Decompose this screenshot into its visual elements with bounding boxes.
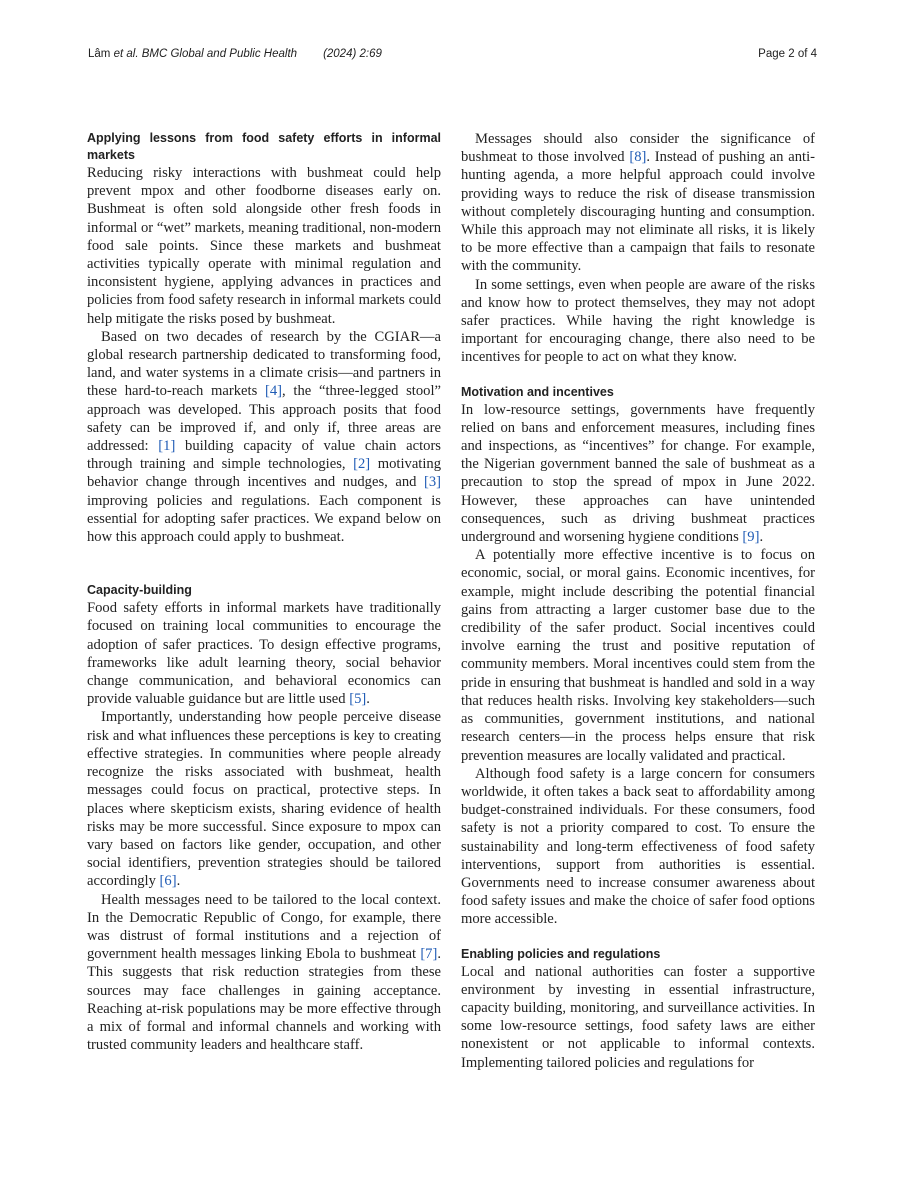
- volume-info: (2024) 2:69: [323, 48, 382, 60]
- et-al: et al.: [113, 48, 139, 60]
- section-heading-enabling-policies: Enabling policies and regulations: [461, 946, 661, 961]
- citation: [88, 48, 382, 60]
- journal-name: BMC Global and Public Health: [141, 48, 298, 60]
- citation-link-3[interactable]: [3]: [423, 474, 441, 491]
- running-header: [88, 48, 817, 66]
- citation-link-4[interactable]: [4]: [265, 383, 283, 400]
- paragraph: Although food safety is a large concern for consumers worldwide, it often takes a back seat to affordability among budget-constrained individuals. For these consumers, food safety is not a priority compared to cost. To ensure the sustainability and long-term effectiveness of food safety interventions, support from authorities is essential. Governments need to increase consumer awareness about food safety issues and make the choice of safer food options more accessible.: [461, 765, 815, 928]
- paragraph: Food safety efforts in informal markets have traditionally focused on training local communities to encourage the adoption of safer practices. To design effective programs, frameworks like adult learning theory, social behavior change communication, and behavioral economics can provide valuable guidance but are little used [5].: [87, 600, 441, 708]
- citation-link-7[interactable]: [7]: [420, 946, 438, 963]
- paragraph: In some settings, even when people are aware of the risks and know how to protect themselves, they may not adopt safer practices. While having the right knowledge is important for encouraging change, there also need to be incentives for people to act on what they know.: [461, 276, 815, 366]
- citation-link-1[interactable]: [1]: [158, 438, 176, 455]
- paragraph: Messages should also consider the significance of bushmeat to those involved [8]. Instead of pushing an anti-hunting agenda, a more helpful approach could involve providing ways to reduce the risk of disease transmission without completely discouraging hunting and consumption. While this approach may not eliminate all risks, it is likely to be more effective than a campaign that fails to resonate with the community.: [461, 131, 815, 275]
- paragraph: A potentially more effective incentive is to focus on economic, social, or moral gains. Economic incentives, for example, might include describing the potential financial gains from attracting a larger customer base due to the credibility of the safer product. Social incentives could involve earning the trust and positive reputation of community members. Moral incentives could stem from the pride in ensuring that bushmeat is handled and sold in a way that reduces health risks. Involving key stakeholders—such as communities, government institutions, and national research centers—in the process helps ensure that risk prevention measures are locally validated and practical.: [461, 547, 815, 764]
- paragraph: Reducing risky interactions with bushmeat could help prevent mpox and other foodborne diseases early on. Bushmeat is often sold alongside other fresh foods in informal or “wet” markets, meaning traditional, non-modern food sale points. Since these markets and bushmeat activities typically operate with minimal regulation and inconsistent hygiene, applying advances in practices and policies from food safety research in informal markets could help mitigate the risks posed by bushmeat.: [87, 165, 441, 327]
- paragraph: Based on two decades of research by the CGIAR—a global research partnership dedicated to transforming food, land, and water systems in a climate crisis—and partners in these hard-to-reach markets [4], the “three-legged stool” approach was developed. This approach posits that food safety can be improved if, and only if, three areas are addressed: [1] building capacity of value chain actors through training and simple technologies, [2] motivating behavior change through incentives and nudges, and [3] improving policies and regulations. Each component is essential for adopting safer practices. We expand below on how this approach could apply to bushmeat.: [87, 328, 441, 546]
- citation-link-8[interactable]: [8]: [629, 149, 647, 166]
- right-column: [461, 130, 815, 1072]
- paragraph: Local and national authorities can foster a supportive environment by investing in essential infrastructure, capacity building, monitoring, and surveillance activities. In some low-resource settings, food safety laws are either nonexistent or not applicable to informal contexts. Implementing tailored policies and regulations for: [461, 963, 815, 1071]
- paragraph: Importantly, understanding how people perceive disease risk and what influences these perceptions is key to creating effective strategies. In communities where people already recognize the risks associated with bushmeat, health messages could focus on practical, protective steps. In places where skepticism exists, sharing evidence of health risks may be more successful. Since exposure to mpox can vary based on factors like gender, occupation, and other social identifiers, prevention strategies should be tailored accordingly [6].: [87, 709, 441, 890]
- citation-link-6[interactable]: [6]: [159, 873, 177, 890]
- authors: Lâm: [88, 48, 111, 60]
- paragraph: In low-resource settings, governments have frequently relied on bans and enforcement measures, including fines and inspections, as “incentives” for change. For example, the Nigerian government banned the sale of bushmeat as a precaution to stop the spread of mpox in June 2022. However, these approaches can have unintended consequences, such as driving bushmeat practices underground and worsening hygiene conditions [9].: [461, 401, 815, 546]
- page-number: Page 2 of 4: [758, 48, 817, 60]
- section-heading-capacity-building: Capacity-building: [87, 583, 192, 598]
- section-heading-applying-lessons: Applying lessons from food safety efforts in informal markets: [87, 131, 441, 162]
- citation-link-5[interactable]: [5]: [349, 691, 367, 708]
- left-column: [87, 130, 441, 1054]
- section-heading-motivation-incentives: Motivation and incentives: [461, 384, 614, 399]
- citation-link-9[interactable]: [9]: [742, 529, 760, 546]
- citation-link-2[interactable]: [2]: [353, 456, 371, 473]
- paragraph: Health messages need to be tailored to the local context. In the Democratic Republic of Congo, for example, there was distrust of formal institutions and a rejection of government health messages linking Ebola to bushmeat [7]. This suggests that risk reduction strategies from these sources may face challenges in gaining acceptance. Reaching at-risk populations may be more effective through a mix of formal and informal channels and working with trusted community leaders and healthcare staff.: [87, 891, 441, 1054]
